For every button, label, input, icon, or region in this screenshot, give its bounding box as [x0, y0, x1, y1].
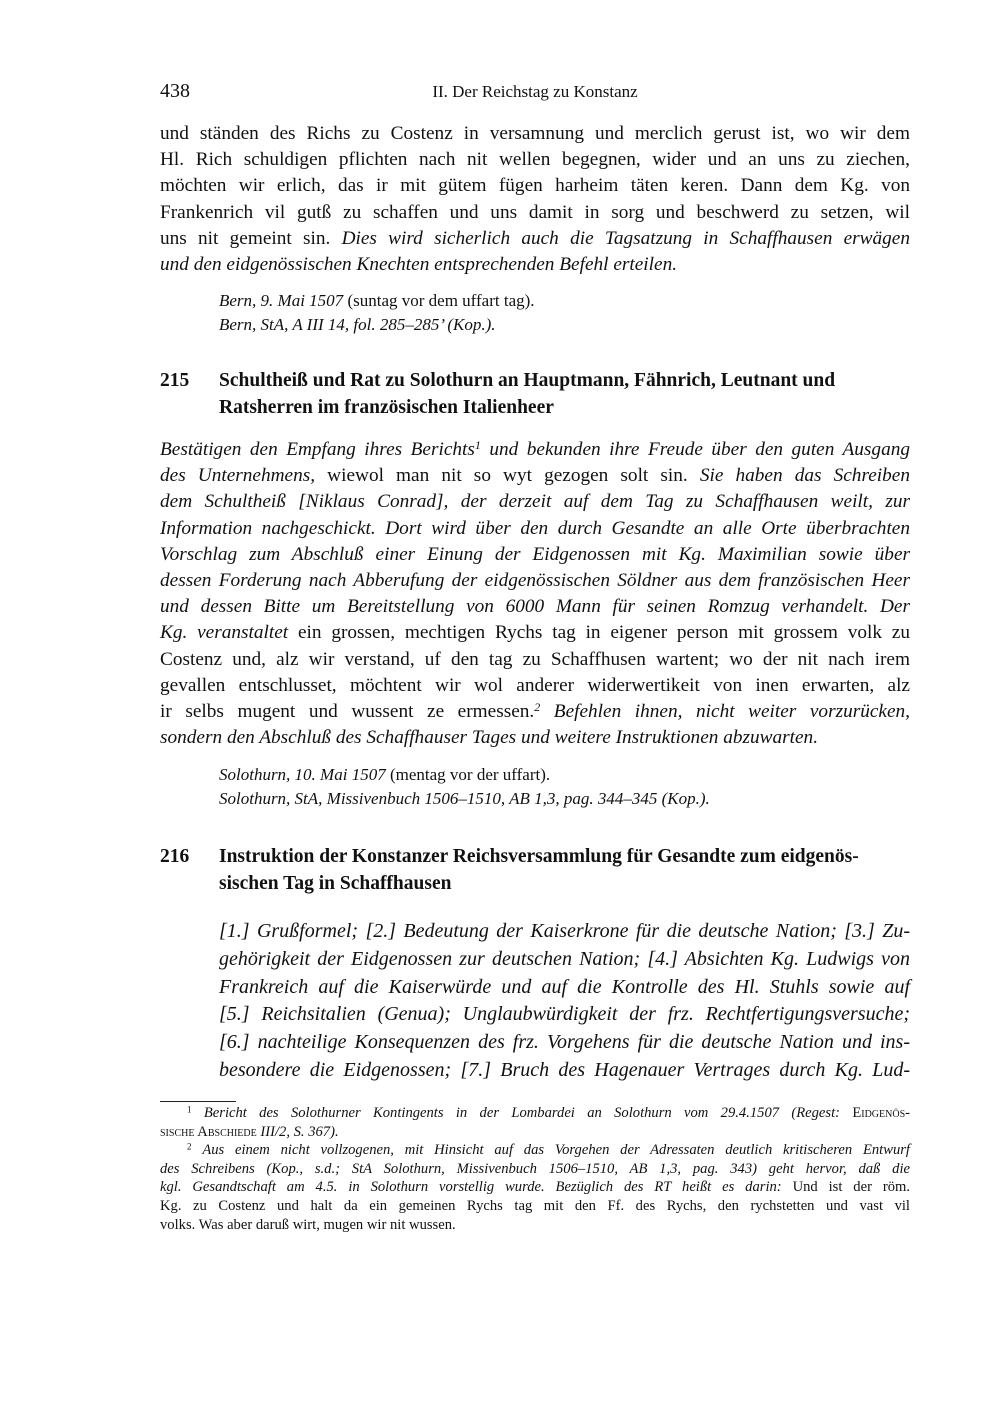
summary-run: Sie haben das Schreiben [699, 465, 910, 487]
footnote-line [160, 1104, 910, 1123]
text-line [160, 699, 910, 725]
document-title-line: Instruktion der Konstanzer Reichsversammlung für Gesandte zum eidgenös- [219, 846, 859, 867]
document-number: 216 [160, 846, 190, 867]
text-line: gevallen entschlusset, möchtent wir wol anderer widerwertikeit von inen erwarten, alz [160, 674, 910, 696]
regest-line: [5.] Reichsitalien (Genua); Unglaubwürdigkeit der frz. Rechtfertigungsversuche; [219, 1003, 910, 1026]
summary-run: Kg. veranstaltet [160, 622, 289, 644]
text-line: Costenz und, alz wir verstand, uf den tag zu Schaffhusen wartent; wo der nit nach irem [160, 648, 910, 670]
regest-line: Frankreich auf die Kaiserwürde und auf die Kontrolle des Hl. Stuhls sowie auf [219, 975, 910, 998]
place-date-line [219, 289, 909, 313]
doc215-source-block [219, 763, 909, 811]
footnote-line [160, 1123, 910, 1142]
text-line [160, 226, 910, 252]
footnote-text: III/2, S. 367). [256, 1123, 339, 1140]
footnotes [160, 1104, 910, 1234]
document-title-line: sischen Tag in Schaffhausen [219, 873, 452, 894]
summary-run: Dies wird sicherlich auch die Tagsatzung in Schaffhausen erwägen [341, 227, 911, 249]
summary-run: Bestätigen den Empfang ihres Berichts [160, 439, 475, 460]
small-caps-ref: sische Abschiede [160, 1123, 257, 1140]
text-run: ein grossen, mechtigen Rychs tag in eigener person mit grossem volk zu [288, 622, 910, 644]
regest-line: [1.] Grußformel; [2.] Bedeutung der Kaiserkrone für die deutsche Nation; [3.] Zu- [219, 920, 910, 942]
footnote-line: des Schreibens (Kop., s.d.; StA Solothurn, Missivenbuch 1506–1510, AB 1,3, pag. 343) geht hervor, daß die [160, 1160, 910, 1177]
page-number: 438 [160, 80, 190, 102]
place-date: Solothurn, 10. Mai 1507 [219, 765, 386, 784]
text-run: uns nit gemeint sin. [160, 227, 342, 249]
footnote-mark: 1 [187, 1104, 192, 1115]
document-number: 215 [160, 370, 190, 391]
text-line [160, 463, 910, 489]
document-title-line: Ratsherren im französischen Italienheer [219, 397, 554, 418]
place-date: Bern, 9. Mai 1507 [219, 291, 344, 310]
original-date: (suntag vor dem uffart tag). [343, 291, 535, 310]
summary-run: des Unternehmens, [160, 465, 316, 487]
footnote-text: kgl. Gesandtschaft am 4.5. in Solothurn vorstellig wurde. Bezüglich des RT heißt es darin: [160, 1179, 782, 1196]
text-run: wiewol man nit so wyt gezogen solt sin. [315, 465, 700, 487]
footnote-line: volks. Was aber daruß wirt, mugen wir nit wussen. [160, 1216, 456, 1233]
text-line: Vorschlag zum Abschluß einer Einung der Eidgenossen mit Kg. Maximilian sowie über [160, 543, 910, 565]
text-line: Information nachgeschickt. Dort wird über den durch Gesandte an alle Orte überbrachten [160, 517, 910, 539]
text-line: sondern den Abschluß des Schaffhauser Tages und weitere Instruktionen abzuwarten. [160, 727, 819, 749]
footnote-line [160, 1141, 910, 1160]
quoted-text: Und ist der röm. [781, 1179, 910, 1196]
text-line: Frankenrich vil gutß zu schaffen und uns damit in sorg und beschwerd zu setzen, wil [160, 201, 910, 223]
footnote-text: Aus einem nicht vollzogenen, mit Hinsicht auf das Vorgehen der Adressaten deutlich kritischeren Entwurf [202, 1142, 910, 1159]
small-caps-ref: Eidgenös- [852, 1105, 910, 1121]
text-line: möchten wir erlich, das ir mit gütem fügen harheim täten keren. Dann dem Kg. von [160, 175, 910, 197]
summary-run: und bekunden ihre Freude über den guten Ausgang [480, 439, 910, 460]
footnote-text: Bericht des Solothurner Kontingents in der Lombardei an Solothurn vom 29.4.1507 (Regest: [203, 1105, 853, 1121]
regest-line: gehörigkeit der Eidgenossen zur deutschen Nation; [4.] Absichten Kg. Ludwigs von [219, 947, 910, 970]
doc216-regest [219, 918, 910, 1085]
regest-line: besondere die Eidgenossen; [7.] Bruch des Hagenauer Vertrages durch Kg. Lud- [219, 1058, 910, 1081]
document-title-line: Schultheiß und Rat zu Solothurn an Hauptmann, Fähnrich, Leutnant und [219, 370, 836, 391]
footnote-divider [160, 1101, 236, 1102]
place-date-line [219, 763, 909, 787]
archive-source: Solothurn, StA, Missivenbuch 1506–1510, AB 1,3, pag. 344–345 (Kop.). [219, 789, 710, 808]
text-line: und dessen Bitte um Bereitstellung von 6000 Mann für seinen Romzug verhandelt. Der [160, 596, 910, 618]
running-head [160, 80, 910, 106]
text-line: und den eidgenössischen Knechten entsprechenden Befehl erteilen. [160, 253, 678, 275]
text-line [160, 437, 910, 463]
text-line: Hl. Rich schuldigen pflichten nach nit wellen begegnen, wider und an uns zu ziechen, [160, 149, 910, 171]
running-title: II. Der Reichstag zu Konstanz [432, 82, 638, 101]
doc214-body [160, 121, 910, 278]
text-line: dessen Forderung nach Abberufung der eidgenössischen Söldner aus dem französischen Heer [160, 569, 910, 591]
regest-line: [6.] nachteilige Konsequenzen des frz. Vorgehens für die deutsche Nation und ins- [219, 1031, 910, 1054]
original-date: (mentag vor der uffart). [385, 765, 551, 784]
footnote-line: Kg. zu Costenz und halt da ein gemeinen Rychs tag mit den Ff. des Rychs, den rychstetten und vast vil [160, 1197, 910, 1214]
text-line: dem Schultheiß [Niklaus Conrad], der derzeit auf dem Tag zu Schaffhausen weilt, zur [160, 491, 910, 513]
text-line: und ständen des Richs zu Costenz in versamnung und merclich gerust ist, wo wir dem [160, 123, 910, 144]
summary-run: Befehlen ihnen, nicht weiter vorzurücken, [540, 700, 910, 722]
footnote-line [160, 1178, 910, 1197]
text-run: ir selbs mugent und wussent ze ermessen. [160, 700, 535, 722]
doc215-body [160, 437, 910, 751]
archive-source: Bern, StA, A III 14, fol. 285–285’ (Kop.). [219, 315, 496, 334]
footnote-ref[interactable]: 1 [474, 438, 481, 453]
footnote-ref[interactable]: 2 [534, 699, 541, 714]
text-line [160, 620, 910, 646]
footnote-mark: 2 [187, 1141, 192, 1152]
doc214-source-block [219, 289, 909, 337]
